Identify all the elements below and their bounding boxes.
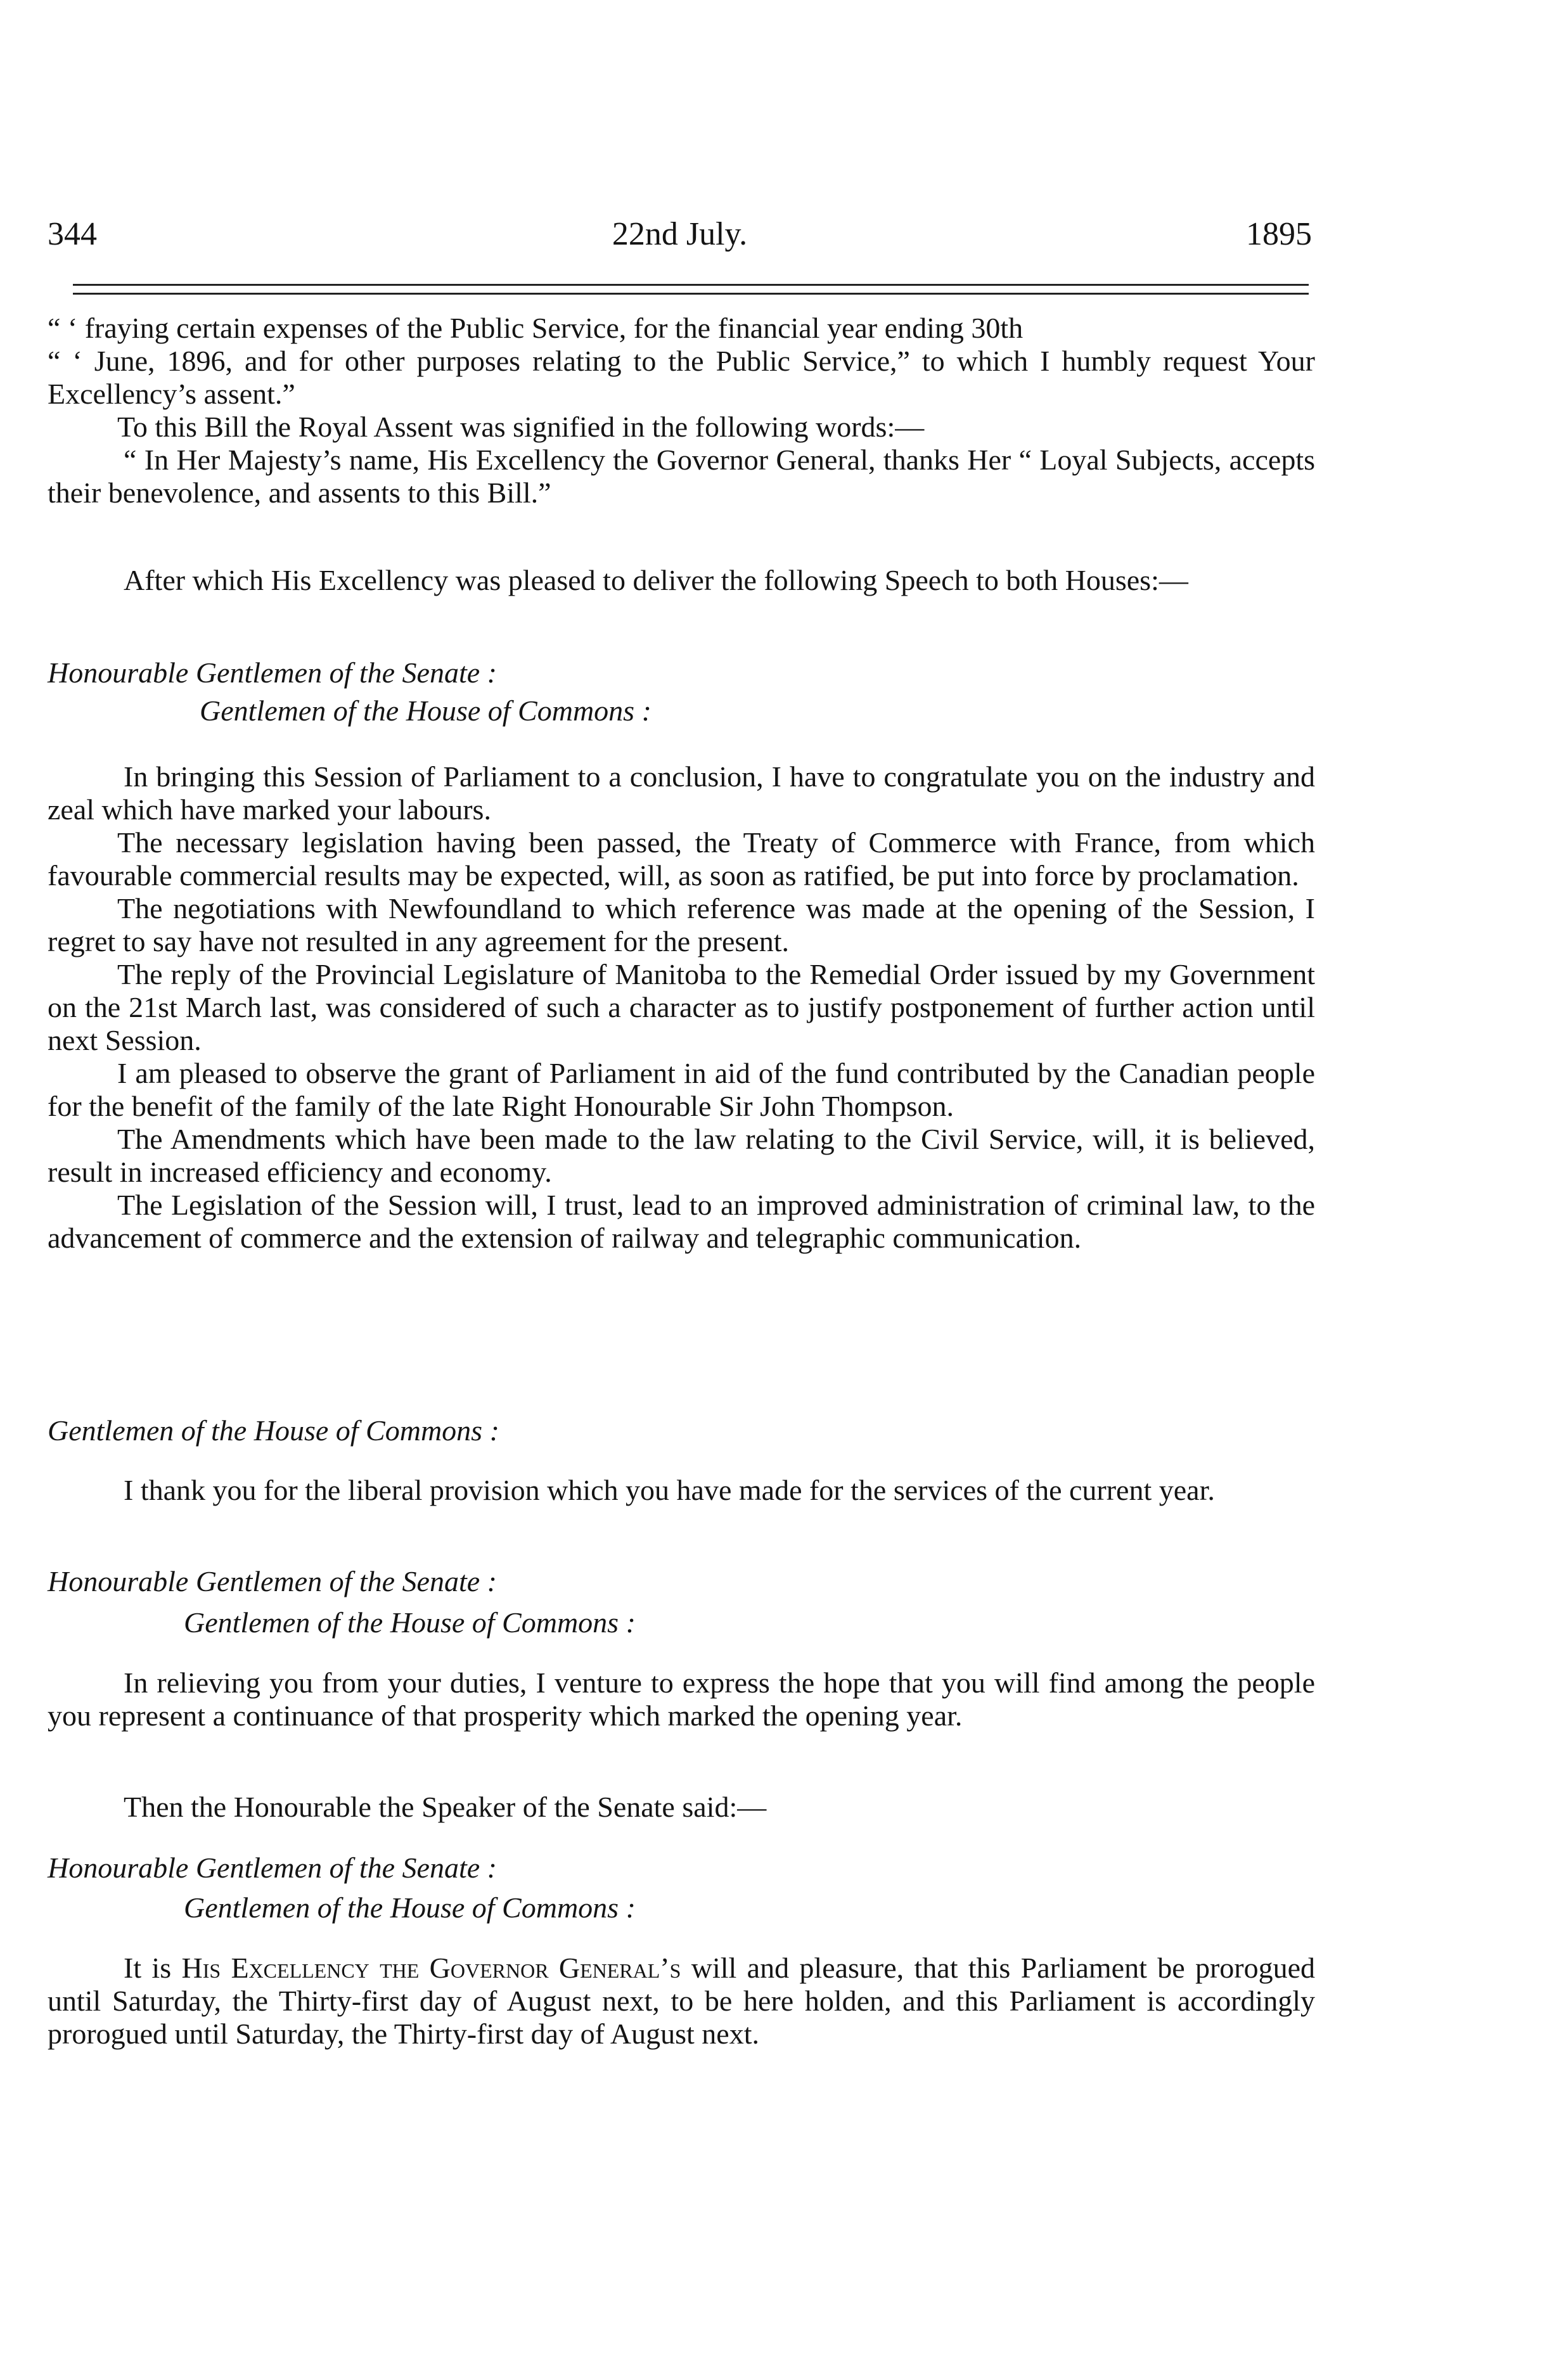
address-senate: Honourable Gentlemen of the Senate : [48,656,497,689]
commons-paragraph [48,1474,1315,1507]
final-lead: It is [124,1952,172,1984]
paragraph-text: In relieving you from your duties, I venture to express the hope that you will find among the people you represent a continuance of that prosperity which marked the opening year. [48,1667,1315,1732]
governor-general-smallcaps: His Excellency the Governor General’s [181,1952,681,1984]
page-number: 344 [48,216,97,252]
paragraph: “ ‘ June, 1896, and for other purposes relating to the Public Service,” to which I humbly request Your Excellency’s assent.” [48,345,1315,410]
address-commons-3: Gentlemen of the House of Commons : [184,1606,636,1639]
speech-block [48,760,1315,1255]
paragraph: The necessary legislation having been passed, the Treaty of Commerce with France, from which favourable commercial results may be expected, will, as soon as ratified, be put into force by proclamation. [48,826,1315,892]
paragraph: The Amendments which have been made to the law relating to the Civil Service, will, it is believed, result in increased efficiency and economy. [48,1123,1315,1188]
address-commons: Gentlemen of the House of Commons : [200,694,652,727]
paragraph: “ ‘ fraying certain expenses of the Public Service, for the financial year ending 30th [48,312,1024,344]
final-rest: will and pleasure, that this Parliament be prorogued until Saturday, the Thirty-first day of August next, to be here holden, and this Parliament is accordingly prorogued until Saturday, the Thirty-first day of August next. [48,1952,1316,2050]
after-which-paragraph [48,564,1315,597]
final-paragraph [48,1952,1315,2051]
paragraph-text: I thank you for the liberal provision which you have made for the services of the current year. [124,1474,1215,1506]
page-date: 22nd July. [612,216,748,252]
paragraph: The reply of the Provincial Legislature of Manitoba to the Remedial Order issued by my Government on the 21st March last, was considered of such a character as to justify postponement of further action until next Session. [48,958,1315,1056]
address-commons-4: Gentlemen of the House of Commons : [184,1891,636,1924]
paragraph-text: Then the Honourable the Speaker of the Senate said:— [124,1791,767,1823]
bill-text-block [48,312,1315,509]
header-rule-top [73,284,1309,286]
paragraph: “ In Her Majesty’s name, His Excellency the Governor General, thanks Her “ Loyal Subjects, accepts their benevolence, and assents to this Bill.” [48,444,1315,509]
address-senate-3: Honourable Gentlemen of the Senate : [48,1852,497,1884]
header-rule-bottom [73,293,1309,295]
paragraph: To this Bill the Royal Assent was signified in the following words:— [117,411,925,443]
address-senate-2: Honourable Gentlemen of the Senate : [48,1565,497,1597]
paragraph-text [48,1952,1315,2051]
address-commons-2: Gentlemen of the House of Commons : [48,1414,499,1447]
speaker-paragraph [48,1791,1315,1824]
paragraph: In bringing this Session of Parliament to a conclusion, I have to congratulate you on the industry and zeal which have marked your labours. [48,760,1315,826]
page-header [48,215,1312,260]
paragraph: The negotiations with Newfoundland to which reference was made at the opening of the Session, I regret to say have not resulted in any agreement for the present. [48,892,1315,957]
relieving-paragraph [48,1667,1315,1732]
paragraph: The Legislation of the Session will, I trust, lead to an improved administration of criminal law, to the advancement of commerce and the extension of railway and telegraphic communication. [48,1189,1315,1254]
paragraph-text: After which His Excellency was pleased to deliver the following Speech to both Houses:— [124,564,1188,596]
paragraph: I am pleased to observe the grant of Parliament in aid of the fund contributed by the Canadian people for the benefit of the family of the late Right Honourable Sir John Thompson. [48,1057,1315,1122]
page-year: 1895 [1246,216,1312,252]
